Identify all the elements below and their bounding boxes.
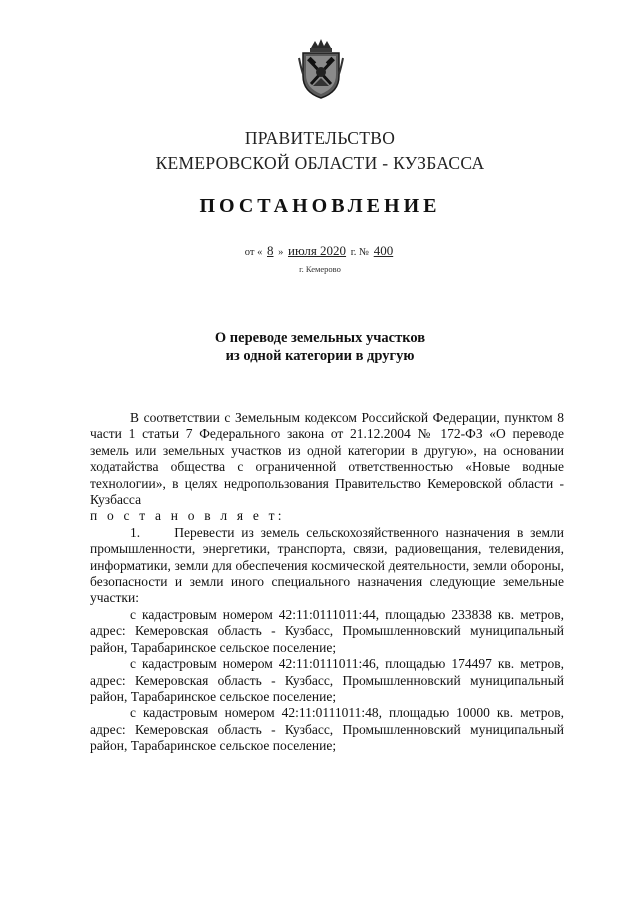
clause-1: 1. Перевести из земель сельскохозяйственного назначения в земли промышленности, энергетики, транспорта, связи, радиовещания, телевидения, информатики, земли для обеспечения космической деятельности, земли обороны, безопасности и земли иного специального назначения следующие земельные участки: (90, 524, 564, 606)
document-type-title: ПОСТАНОВЛЕНИЕ (199, 195, 441, 217)
document-body (90, 410, 564, 755)
kuzbass-coat-of-arms-icon (297, 38, 345, 100)
document-number: 400 (373, 243, 394, 258)
authority-name-line2: КЕМЕРОВСКОЙ ОБЛАСТИ - КУЗБАССА (155, 153, 485, 173)
date-suffix: г. № (350, 247, 370, 258)
place-of-issue: г. Кемерово (299, 264, 341, 274)
date-number-line (0, 243, 640, 259)
date-day: 8 (267, 243, 274, 258)
parcel-item: с кадастровым номером 42:11:0111011:46, площадью 174497 кв. метров, адрес: Кемеровская область - Кузбасс, Промышленновский муниципальный район, Тарабаринское сельское поселение; (90, 656, 564, 704)
date-mid: » (278, 247, 284, 258)
subject-line2: из одной категории в другую (225, 348, 415, 364)
parcel-item: с кадастровым номером 42:11:0111011:44, площадью 233838 кв. метров, адрес: Кемеровская область - Кузбасс, Промышленновский муниципальный район, Тарабаринское сельское поселение; (90, 606, 564, 655)
date-month-year: июля 2020 (288, 243, 347, 258)
date-prefix: от « (244, 247, 263, 258)
preamble-paragraph: В соответствии с Земельным кодексом Российской Федерации, пунктом 8 части 1 статьи 7 Федерального закона от 21.12.2004 № 172-ФЗ «О переводе земель или земельных участков из одной категории в другую», на основании ходатайства общества с ограниченной ответственностью «Новые водные технологии», в целях недропользования Правительство Кемеровской области - Кузбасса (90, 410, 564, 508)
subject-line1: О переводе земельных участков (214, 330, 426, 346)
parcel-item: с кадастровым номером 42:11:0111011:48, площадью 10000 кв. метров, адрес: Кемеровская область - Кузбасс, Промышленновский муниципальный район, Тарабаринское сельское поселение; (90, 705, 564, 754)
decree-word: п о с т а н о в л я е т: (90, 508, 285, 524)
authority-name-line1: ПРАВИТЕЛЬСТВО (244, 128, 396, 148)
